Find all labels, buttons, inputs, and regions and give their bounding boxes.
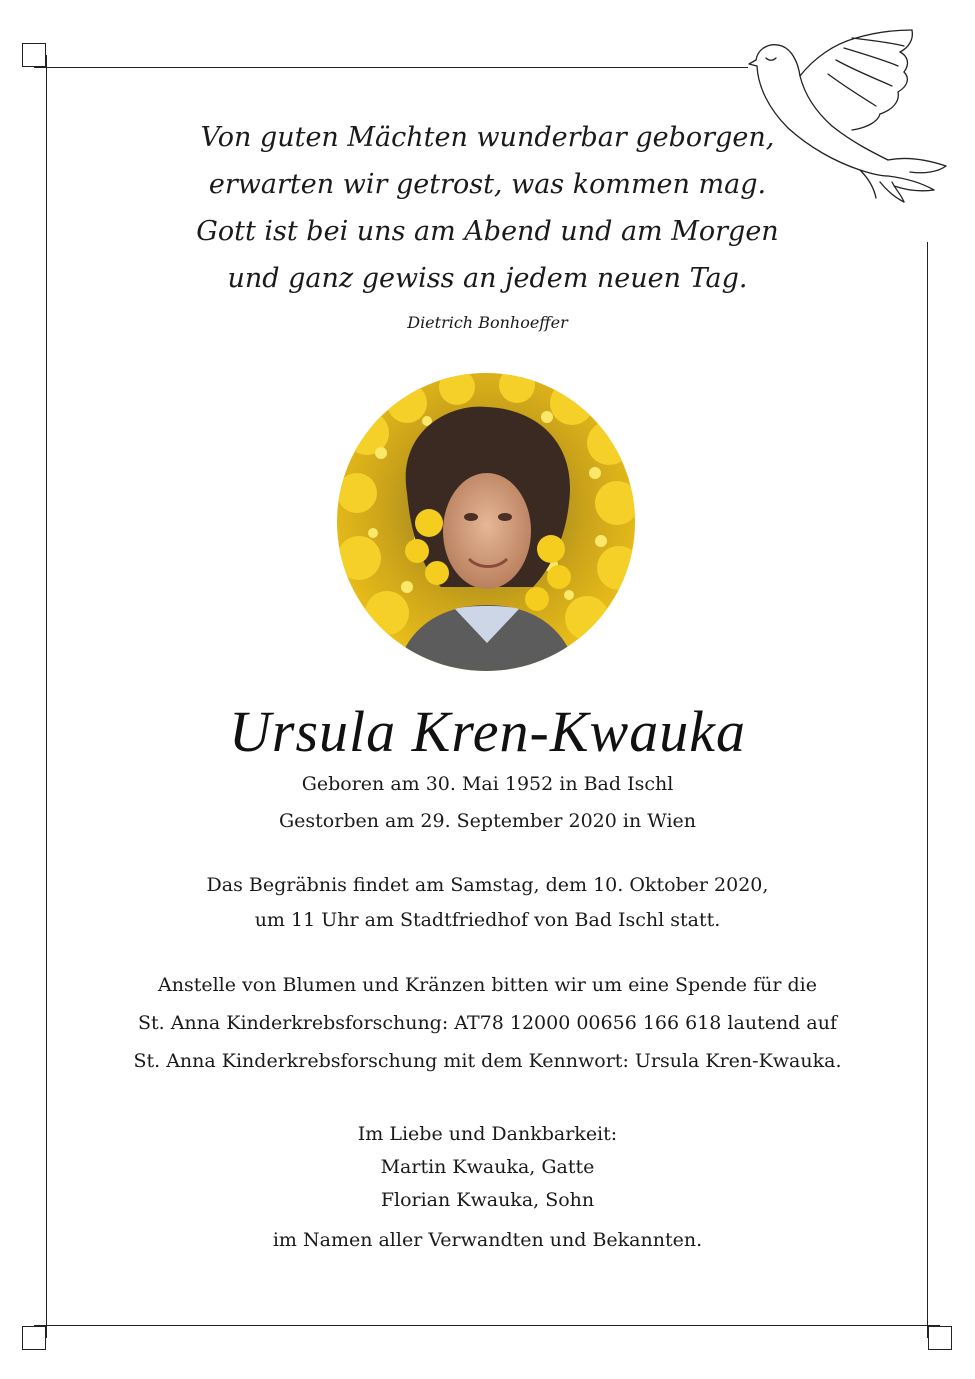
- donation-line: Anstelle von Blumen und Kränzen bitten wir um eine Spende für die: [158, 974, 817, 996]
- frame-corner-top-left: [22, 43, 46, 67]
- mourner: Florian Kwauka, Sohn: [380, 1189, 595, 1211]
- poem-line: und ganz gewiss an jedem neuen Tag.: [227, 263, 748, 294]
- donation-info: [0, 966, 975, 1080]
- funeral-line: um 11 Uhr am Stadtfriedhof von Bad Ischl statt.: [254, 909, 721, 931]
- life-dates: [0, 766, 975, 840]
- mourner: Martin Kwauka, Gatte: [380, 1156, 595, 1178]
- closing-intro: Im Liebe und Dankbarkeit:: [357, 1123, 618, 1145]
- closing: [0, 1118, 975, 1257]
- poem-line: Von guten Mächten wunderbar geborgen,: [200, 122, 775, 153]
- donation-line: St. Anna Kinderkrebsforschung mit dem Kennwort: Ursula Kren-Kwauka.: [133, 1050, 842, 1072]
- poem-author: Dietrich Bonhoeffer: [407, 313, 568, 332]
- frame-bottom-line: [34, 1325, 940, 1326]
- donation-line: St. Anna Kinderkrebsforschung: AT78 12000 00656 166 618 lautend auf: [137, 1012, 837, 1034]
- frame-corner-bottom-right: [928, 1326, 952, 1350]
- portrait-photo: [337, 373, 635, 671]
- poem-line: Gott ist bei uns am Abend und am Morgen: [196, 216, 779, 247]
- frame-top-line: [34, 67, 748, 68]
- funeral-info: [0, 868, 975, 938]
- poem-line: erwarten wir getrost, was kommen mag.: [208, 169, 767, 200]
- deceased-name: Ursula Kren-Kwauka: [229, 699, 746, 764]
- closing-outro: im Namen aller Verwandten und Bekannten.: [272, 1229, 703, 1251]
- poem: [0, 114, 975, 332]
- birth-date: Geboren am 30. Mai 1952 in Bad Ischl: [301, 773, 674, 795]
- frame-corner-bottom-left: [22, 1326, 46, 1350]
- death-date: Gestorben am 29. September 2020 in Wien: [279, 810, 696, 832]
- funeral-line: Das Begräbnis findet am Samstag, dem 10. Oktober 2020,: [206, 874, 769, 896]
